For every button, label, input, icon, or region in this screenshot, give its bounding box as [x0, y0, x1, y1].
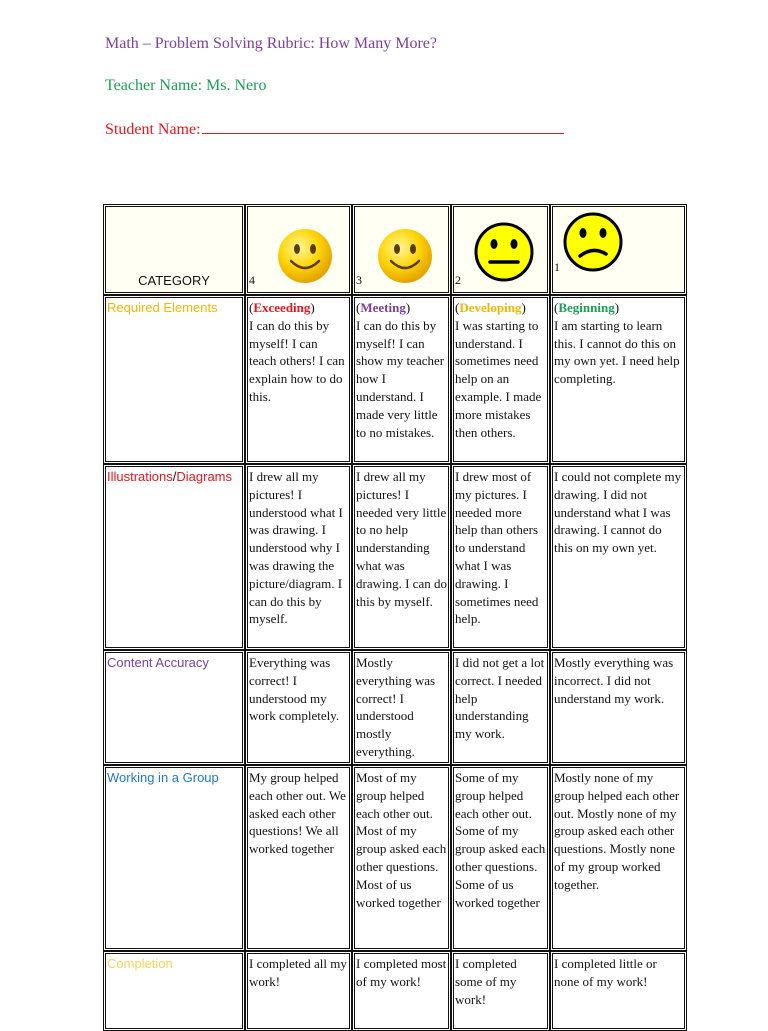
category-completion: Completion: [103, 951, 245, 1031]
cell-text: Mostly everything was incorrect. I did not understand my work.: [550, 650, 687, 765]
score-1: 1: [554, 260, 560, 274]
score-3: 3: [356, 273, 362, 288]
table-row: [103, 765, 687, 951]
category-required-elements: Required Elements: [103, 295, 245, 464]
table-row: [103, 295, 687, 464]
category-header-label: CATEGORY: [138, 273, 210, 289]
cell-text: I am starting to learn this. I cannot do this on my own yet. I need help completing.: [554, 317, 680, 387]
cell-text: Everything was correct! I understood my work completely.: [245, 650, 352, 765]
cell-text: I can do this by myself! I can show my teacher how I understand. I made very little to no mistakes.: [356, 317, 445, 440]
category-working-in-a-group: Working in a Group: [103, 765, 245, 951]
cell-text: I completed all my work!: [245, 951, 352, 1031]
cell-text: I could not complete my drawing. I did not understand what I was drawing. I cannot do this on my own yet.: [550, 464, 687, 650]
cell-text: I drew all my pictures! I understood what I was drawing. I understood why I was drawing the picture/diagram. I can do this by myself.: [245, 464, 352, 650]
student-name-blank[interactable]: [202, 118, 564, 134]
cell-text: Mostly none of my group helped each other out. Mostly none of my group asked each other questions. Mostly none of my group worked together.: [550, 765, 687, 951]
cell-beginning: (Beginning) I am starting to learn this. I cannot do this on my own yet. I need help completing.: [550, 295, 687, 464]
score-2: 2: [455, 273, 461, 288]
cell-text: I was starting to understand. I sometimes need help on an example. I made more mistakes then others.: [455, 317, 542, 440]
cell-text: I completed some of my work!: [451, 951, 550, 1031]
cell-developing: (Developing) I was starting to understand. I sometimes need help on an example. I made more mistakes then others.: [451, 295, 550, 464]
rubric-title: Math – Problem Solving Rubric: How Many More?: [105, 35, 437, 52]
category-illustrations-diagrams: [103, 464, 245, 650]
category-diagrams: Diagrams: [176, 469, 232, 484]
rubric-table: [103, 204, 687, 1031]
table-row: [103, 951, 687, 1031]
cell-text: I drew most of my pictures. I needed more help than others to understand what I was drawing. I sometimes need help.: [451, 464, 550, 650]
score-header-4: [245, 204, 352, 295]
cell-text: I drew all my pictures! I needed very little to no help understanding what was drawing. I can do this by myself.: [352, 464, 451, 650]
cell-text: Some of my group helped each other out. Some of my group asked each other questions. Some of us worked together: [451, 765, 550, 951]
cell-text: I can do this by myself! I can teach others! I can explain how to do this.: [249, 317, 345, 404]
level-exceeding: Exceeding: [253, 300, 311, 315]
level-developing: Developing: [459, 300, 522, 315]
score-4: 4: [249, 273, 255, 288]
category-separator: /: [172, 469, 177, 484]
smiley-sad-icon: [562, 211, 624, 273]
cell-text: I did not get a lot correct. I needed help understanding my work.: [451, 650, 550, 765]
score-header-1: [550, 204, 687, 295]
cell-text: Mostly everything was correct! I understood mostly everything.: [352, 650, 451, 765]
category-illustrations: Illustrations: [107, 469, 173, 484]
table-row: [103, 464, 687, 650]
level-beginning: Beginning: [558, 300, 615, 315]
cell-text: I completed most of my work!: [352, 951, 451, 1031]
score-header-3: [352, 204, 451, 295]
category-content-accuracy: Content Accuracy: [103, 650, 245, 765]
table-row: [103, 650, 687, 765]
category-header: [103, 204, 245, 295]
smiley-happy-icon: [377, 228, 433, 284]
student-name-field: [105, 118, 564, 140]
cell-exceeding: (Exceeding) I can do this by myself! I can teach others! I can explain how to do this.: [245, 295, 352, 464]
rubric-header-row: [103, 204, 687, 295]
teacher-name: Teacher Name: Ms. Nero: [105, 77, 267, 94]
cell-text: I completed little or none of my work!: [550, 951, 687, 1031]
score-header-2: [451, 204, 550, 295]
student-name-label: Student Name:: [105, 121, 201, 138]
cell-text: My group helped each other out. We asked each other questions! We all worked together: [245, 765, 352, 951]
level-meeting: Meeting: [360, 300, 406, 315]
cell-text: Most of my group helped each other out. Most of my group asked each other questions. Most of us worked together: [352, 765, 451, 951]
cell-meeting: (Meeting) I can do this by myself! I can show my teacher how I understand. I made very little to no mistakes.: [352, 295, 451, 464]
smiley-happy-icon: [277, 228, 333, 284]
smiley-neutral-icon: [473, 221, 535, 283]
